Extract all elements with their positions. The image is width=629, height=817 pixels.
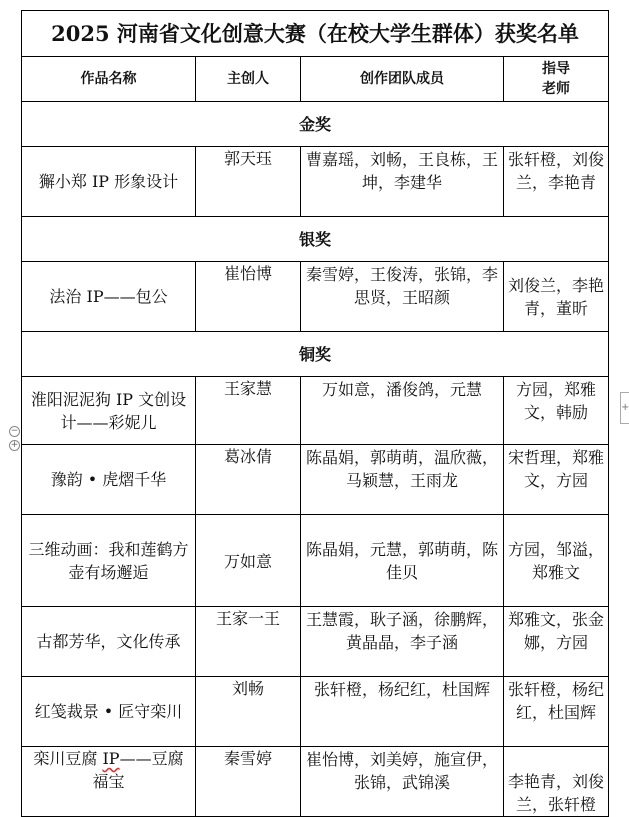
cell-lead: 郭天珏 — [196, 147, 301, 217]
cell-lead: 葛冰倩 — [196, 445, 301, 515]
table-row — [22, 747, 609, 817]
section-silver — [22, 217, 609, 262]
award-list-table — [21, 10, 609, 817]
cell-work: 古都芳华，文化传承 — [22, 607, 196, 677]
cell-advisor: 宋哲理，郑雅文，方园 — [504, 445, 609, 515]
document-title: 2025 河南省文化创意大赛（在校大学生群体）获奖名单 — [22, 11, 609, 57]
section-gold — [22, 102, 609, 147]
cell-work: 淮阳泥泥狗 IP 文创设计——彩妮儿 — [22, 377, 196, 445]
cell-team: 王慧霞，耿子涵，徐鹏辉，黄晶晶，李子涵 — [301, 607, 504, 677]
table-row — [22, 677, 609, 747]
cell-advisor: 张轩橙，刘俊兰，李艳青 — [504, 147, 609, 217]
cell-team: 万如意，潘俊鸽，元慧 — [301, 377, 504, 445]
cell-team: 崔怡博，刘美婷，施宣伊，张锦，武锦溪 — [301, 747, 504, 817]
cell-advisor: 方园，邹溢，郑雅文 — [504, 515, 609, 607]
table-row — [22, 445, 609, 515]
cell-work: 三维动画：我和莲鹤方壶有场邂逅 — [22, 515, 196, 607]
section-bronze — [22, 332, 609, 377]
collapse-row-icon[interactable]: − — [10, 426, 19, 436]
section-title: 铜奖 — [22, 332, 609, 377]
edge-handle-icon[interactable]: + — [620, 392, 629, 424]
cell-lead: 王家一王 — [196, 607, 301, 677]
cell-advisor: 方园，郑雅文，韩励 — [504, 377, 609, 445]
cell-advisor: 张轩橙，杨纪红，杜国辉 — [504, 677, 609, 747]
cell-team: 秦雪婷，王俊涛，张锦，李思贤，王昭颜 — [301, 262, 504, 332]
table-row — [22, 147, 609, 217]
cell-work: 獬小郑 IP 形象设计 — [22, 147, 196, 217]
header-work: 作品名称 — [22, 57, 196, 102]
table-row — [22, 377, 609, 445]
cell-team: 张轩橙，杨纪红，杜国辉 — [301, 677, 504, 747]
section-title: 银奖 — [22, 217, 609, 262]
cell-advisor: 李艳青，刘俊兰，张轩橙 — [504, 747, 609, 817]
expand-row-icon[interactable]: + — [10, 440, 19, 450]
cell-work: 红笺裁景 • 匠守栾川 — [22, 677, 196, 747]
cell-lead: 王家慧 — [196, 377, 301, 445]
cell-team: 陈晶娟，郭萌萌，温欣薇，马颖慧，王雨龙 — [301, 445, 504, 515]
spellcheck-mark: IP — [102, 749, 120, 768]
table-header — [22, 57, 609, 102]
cell-advisor: 郑雅文，张金娜，方园 — [504, 607, 609, 677]
cell-team: 曹嘉瑶，刘畅，王良栋，王坤，李建华 — [301, 147, 504, 217]
cell-lead: 秦雪婷 — [196, 747, 301, 817]
cell-lead: 崔怡博 — [196, 262, 301, 332]
cell-work: 栾川豆腐 IP——豆腐福宝 — [22, 747, 196, 817]
cell-work: 法治 IP——包公 — [22, 262, 196, 332]
cell-advisor: 刘俊兰，李艳青，董昕 — [504, 262, 609, 332]
header-team: 创作团队成员 — [301, 57, 504, 102]
header-advisor: 指导 老师 — [504, 57, 609, 102]
table-row — [22, 262, 609, 332]
cell-work: 豫韵 • 虎熠千华 — [22, 445, 196, 515]
table-row — [22, 515, 609, 607]
header-lead: 主创人 — [196, 57, 301, 102]
table-row — [22, 607, 609, 677]
cell-lead: 刘畅 — [196, 677, 301, 747]
cell-lead: 万如意 — [196, 515, 301, 607]
section-title: 金奖 — [22, 102, 609, 147]
cell-team: 陈晶娟，元慧，郭萌萌，陈佳贝 — [301, 515, 504, 607]
